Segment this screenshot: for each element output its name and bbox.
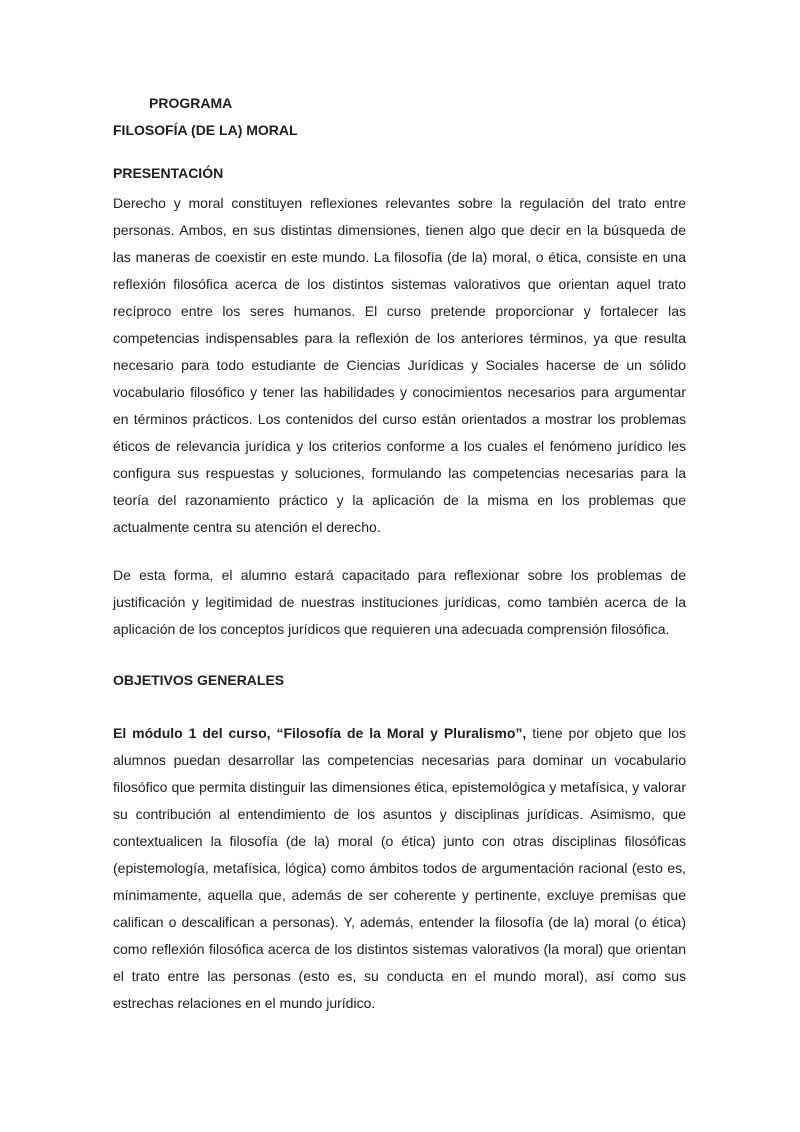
- objetivos-paragraph-bold-lead: El módulo 1 del curso, “Filosofía de la Moral y Pluralismo”,: [113, 725, 527, 741]
- objetivos-paragraph-rest: tiene por objeto que los alumnos puedan desarrollar las competencias necesarias para dominar un vocabulario filosófico que permita distinguir las dimensiones ética, epistemológica y metafísica, y valorar su contribución al entendimiento de los asuntos y disciplinas jurídicas. Asimismo, que contextualicen la filosofía (de la) moral (o ética) junto con otras disciplinas filosóficas (epistemología, metafísica, lógica) como ámbitos todos de argumentación racional (esto es, mínimamente, aquella que, además de ser coherente y pertinente, excluye premisas que califican o descalifican a personas). Y, además, entender la filosofía (de la) moral (o ética) como reflexión filosófica acerca de los distintos sistemas valorativos (la moral) que orientan el trato entre las personas (esto es, su conducta en el mundo moral), así como sus estrechas relaciones en el mundo jurídico.: [113, 725, 686, 1011]
- objetivos-paragraph-1: [113, 720, 686, 1017]
- document-kicker: PROGRAMA: [149, 95, 233, 111]
- section-heading-objetivos: OBJETIVOS GENERALES: [113, 672, 285, 688]
- presentacion-paragraph-2: De esta forma, el alumno estará capacitado para reflexionar sobre los problemas de justificación y legitimidad de nuestras instituciones jurídicas, como también acerca de la aplicación de los conceptos jurídicos que requieren una adecuada comprensión filosófica.: [113, 567, 686, 637]
- presentacion-paragraph-1: Derecho y moral constituyen reflexiones relevantes sobre la regulación del trato entre personas. Ambos, en sus distintas dimensiones, tienen algo que decir en la búsqueda de las maneras de coexistir en este mundo. La filosofía (de la) moral, o ética, consiste en una reflexión filosófica acerca de los distintos sistemas valorativos que orientan aquel trato recíproco entre los seres humanos. El curso pretende proporcionar y fortalecer las competencias indispensables para la reflexión de los anteriores términos, ya que resulta necesario para todo estudiante de Ciencias Jurídicas y Sociales hacerse de un sólido vocabulario filosófico y tener las habilidades y conocimientos necesarios para argumentar en términos prácticos. Los contenidos del curso están orientados a mostrar los problemas éticos de relevancia jurídica y los criterios conforme a los cuales el fenómeno jurídico les configura sus respuestas y soluciones, formulando las competencias necesarias para la teoría del razonamiento práctico y la aplicación de la misma en los problemas que actualmente centra su atención el derecho.: [113, 195, 686, 535]
- section-heading-presentacion: PRESENTACIÓN: [113, 165, 224, 181]
- document-title: FILOSOFÍA (DE LA) MORAL: [113, 122, 298, 138]
